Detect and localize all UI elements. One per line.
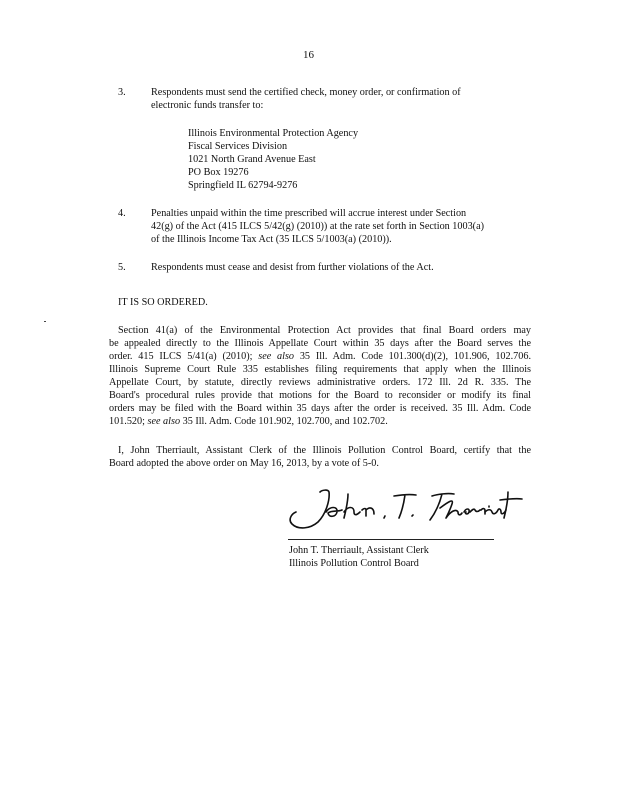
appeal-line-6: Board's procedural rules provide that motions for the Board to reconsider or modify its final	[109, 390, 531, 401]
item-3-number: 3.	[118, 87, 126, 98]
appeal-line-1: Section 41(a) of the Environmental Protection Act provides that final Board orders may	[118, 325, 531, 336]
certification-line-1: I, John Therriault, Assistant Clerk of the Illinois Pollution Control Board, certify that the	[118, 445, 531, 456]
signatory-name-title: John T. Therriault, Assistant Clerk	[289, 545, 429, 556]
item-4-line-3: of the Illinois Income Tax Act (35 ILCS 5/1003(a) (2010)).	[151, 234, 392, 245]
appeal-line-3	[109, 350, 531, 363]
appeal-line-7: orders may be filed with the Board within 35 days after the order is received. 35 Ill. Adm. Code	[109, 403, 531, 414]
address-line-1: Illinois Environmental Protection Agency	[188, 128, 359, 139]
address-line-2: Fiscal Services Division	[188, 141, 288, 152]
appeal-line-8-see-also: see also	[147, 416, 181, 427]
appeal-line-3-see-also: see also	[258, 351, 295, 362]
appeal-line-2: be appealed directly to the Illinois Appellate Court within 35 days after the Board serves the	[109, 338, 531, 349]
appeal-line-3-a: order. 415 ILCS 5/41(a) (2010);	[109, 351, 259, 362]
appeal-line-3-c: 35 Ill. Adm. Code 101.300(d)(2), 101.906, 102.706.	[294, 351, 531, 362]
item-5-number: 5.	[118, 262, 126, 273]
signature-line	[288, 539, 494, 540]
item-3-line-1: Respondents must send the certified check, money order, or confirmation of	[151, 87, 461, 98]
scan-speck	[44, 321, 46, 322]
so-ordered-heading: IT IS SO ORDERED.	[118, 297, 208, 308]
address-line-4: PO Box 19276	[188, 167, 249, 178]
address-line-5: Springfield IL 62794-9276	[188, 180, 298, 191]
appeal-line-4: Illinois Supreme Court Rule 335 establishes filing requirements that apply when the Illinois	[109, 364, 531, 375]
item-4-number: 4.	[118, 208, 126, 219]
item-3-line-2: electronic funds transfer to:	[151, 100, 264, 111]
appeal-paragraph	[109, 324, 531, 428]
signatory-organization: Illinois Pollution Control Board	[289, 558, 419, 569]
appeal-line-5: Appellate Court, by statute, directly reviews administrative orders. 172 Ill. 2d R. 335. The	[109, 377, 531, 388]
page-number: 16	[303, 49, 314, 61]
address-line-3: 1021 North Grand Avenue East	[188, 154, 316, 165]
item-4-line-1: Penalties unpaid within the time prescribed will accrue interest under Section	[151, 208, 467, 219]
appeal-line-8-c: 35 Ill. Adm. Code 101.902, 102.700, and 102.702.	[180, 416, 388, 427]
certification-paragraph	[109, 444, 531, 470]
appeal-line-8-a: 101.520;	[109, 416, 148, 427]
certification-line-2: Board adopted the above order on May 16, 2013, by a vote of 5-0.	[109, 458, 379, 469]
appeal-line-8	[109, 415, 531, 428]
item-4-line-2: 42(g) of the Act (415 ILCS 5/42(g) (2010)) at the rate set forth in Section 1003(a)	[151, 221, 484, 232]
item-5-line-1: Respondents must cease and desist from further violations of the Act.	[151, 262, 434, 273]
handwritten-signature	[282, 478, 527, 538]
